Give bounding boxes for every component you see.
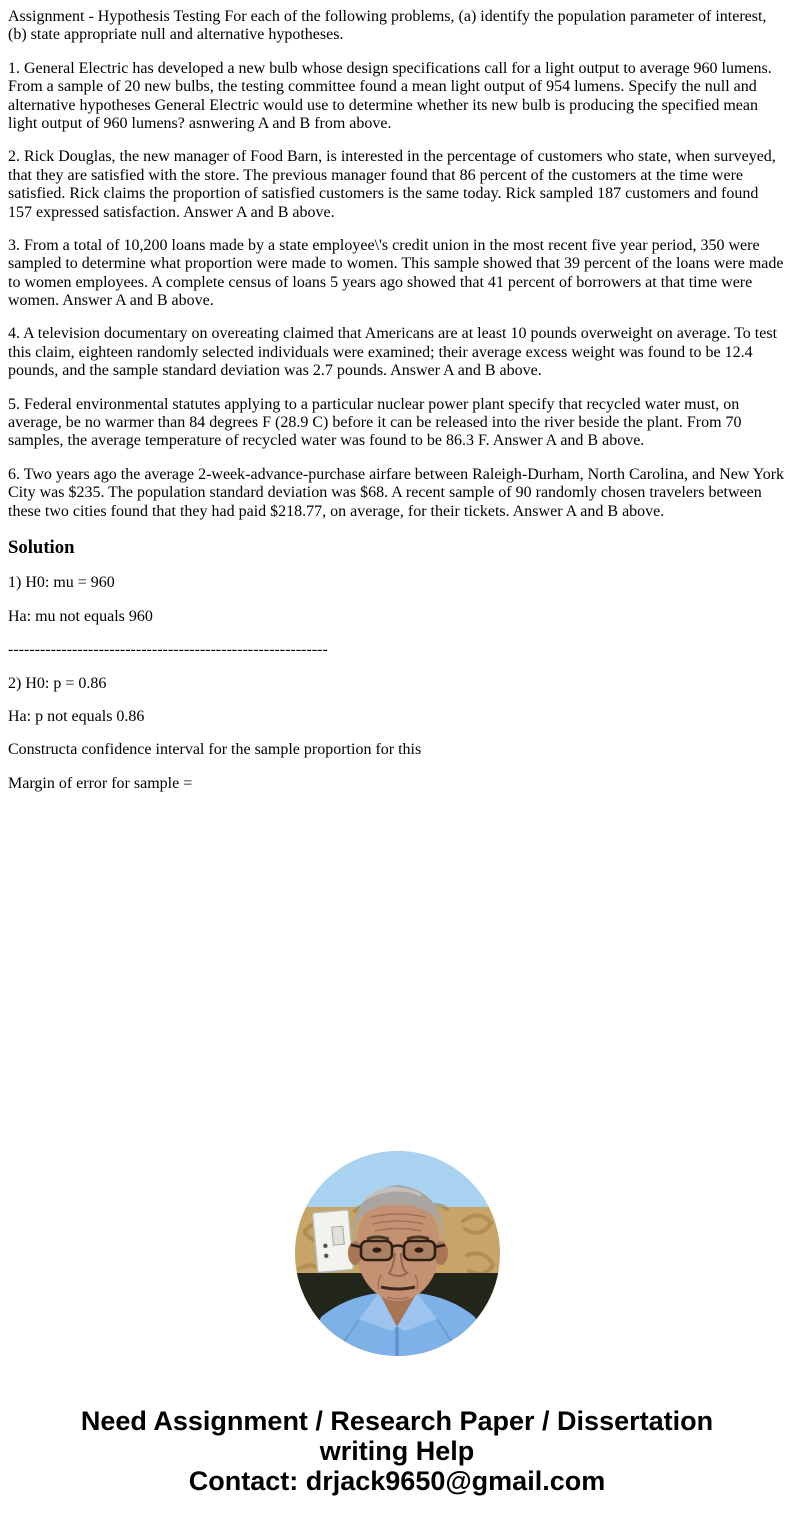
- solution-line-4: Ha: p not equals 0.86: [8, 708, 145, 726]
- problem-5: 5. Federal environmental statutes applying to a particular nuclear power plant specify that recycled water must, on average, be no warmer than 84 degrees F (28.9 C) before it can be released into the river beside the plant. From 70 samples, the average temperature of recycled water was found to be 86.3 F. Answer A and B above.: [8, 395, 742, 450]
- problem-2: 2. Rick Douglas, the new manager of Food Barn, is interested in the percentage of customers who state, when surveyed, that they are satisfied with the store. The previous manager found that 86 percent of the customers at the time were satisfied. Rick claims the proportion of satisfied customers is the same today. Rick sampled 187 customers and found 157 expressed satisfaction. Answer A and B above.: [8, 148, 776, 221]
- problem-1: 1. General Electric has developed a new bulb whose design specifications call for a light output to average 960 lumens. From a sample of 20 new bulbs, the testing committee found a mean light output of 954 lumens. Specify the null and alternative hypotheses General Electric would use to determine whether its new bulb is producing the specified mean light output of 960 lumens? asnwering A and B from above.: [8, 59, 772, 132]
- problem-6: 6. Two years ago the average 2-week-advance-purchase airfare between Raleigh-Durham, North Carolina, and New York City was $235. The population standard deviation was $68. A recent sample of 90 randomly chosen travelers between these two cities found that they had paid $218.77, on average, for their tickets. Answer A and B above.: [8, 465, 785, 520]
- solution-line-1: 1) H0: mu = 960: [8, 574, 115, 592]
- avatar: [8, 1151, 786, 1356]
- problem-4: 4. A television documentary on overeating claimed that Americans are at least 10 pounds overweight on average. To test this claim, eighteen randomly selected individuals were examined; their average excess weight was found to be 12.4 pounds, and the sample standard deviation was 2.7 pounds. Answer A and B above.: [8, 325, 778, 380]
- help-banner-contact: Contact: drjack9650@gmail.com: [188, 1466, 606, 1497]
- help-banner-line-2: writing Help: [319, 1436, 475, 1467]
- wall-switch-panel: [312, 1210, 353, 1273]
- solution-line-3: 2) H0: p = 0.86: [8, 674, 107, 692]
- solution-heading: Solution: [8, 536, 75, 558]
- solution-line-2: Ha: mu not equals 960: [8, 607, 153, 625]
- tutor-portrait-image: [295, 1151, 500, 1356]
- help-banner: [8, 1406, 786, 1496]
- help-banner-line-1: Need Assignment / Research Paper / Dissertation: [80, 1406, 714, 1437]
- problem-3: 3. From a total of 10,200 loans made by a state employee\'s credit union in the most recent five year period, 350 were sampled to determine what proportion were made to women. This sample showed that 39 percent of the loans were made to women employees. A complete census of loans 5 years ago showed that 41 percent of borrowers at that time were women. Answer A and B above.: [8, 236, 784, 310]
- assignment-intro: Assignment - Hypothesis Testing For each of the following problems, (a) identify the population parameter of interest, (b) state appropriate null and alternative hypotheses.: [8, 8, 767, 44]
- solution-line-6: Margin of error for sample =: [8, 774, 193, 792]
- dashed-divider: ------------------------------------------------------------: [8, 641, 328, 659]
- assignment-document: [8, 8, 786, 793]
- solution-line-5: Constructa confidence interval for the sample proportion for this: [8, 741, 422, 759]
